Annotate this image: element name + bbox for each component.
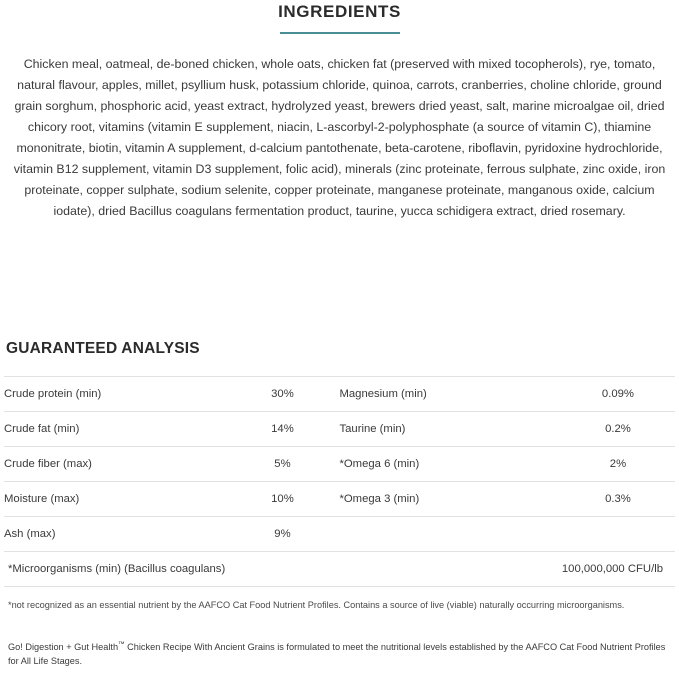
nutrient-label: Ash (max) [4,517,225,552]
nutrient-value: 0.3% [561,482,675,517]
ingredients-text: Chicken meal, oatmeal, de-boned chicken, whole oats, chicken fat (preserved with mixed tocopherols), rye, tomato, natural flavour, apples, millet, psyllium husk, potassium chloride, quinoa, carrots, cranberries, choline chloride, ground grain sorghum, phosphoric acid, yeast extract, hydrolyzed yeast, brewers dried yeast, salt, marine microalgae oil, dried chicory root, vitamins (vitamin E supplement, niacin, L-ascorbyl-2-polyphosphate (a source of vitamin C), thiamine mononitrate, biotin, vitamin A supplement, d-calcium pantothenate, beta-carotene, riboflavin, pyridoxine hydrochloride, vitamin B12 supplement, vitamin D3 supplement, folic acid), minerals (zinc proteinate, ferrous sulphate, zinc oxide, iron proteinate, copper sulphate, sodium selenite, copper proteinate, manganese proteinate, manganous oxide, calcium iodate), dried Bacillus coagulans fermentation product, taurine, yucca schidigera extract, dried rosemary. [13,57,666,218]
microorganisms-label: *Microorganisms (min) (Bacillus coagulans) [4,552,339,587]
guaranteed-analysis-table [4,376,675,586]
statement-remainder: Chicken Recipe With Ancient Grains is formulated to meet the nutritional levels established by the AAFCO Cat Food Nutrient Profiles for All Life Stages. [8,642,666,667]
nutrient-value: 30% [225,377,339,412]
nutrient-value: 0.09% [561,377,675,412]
statement-product-name: Go! Digestion + Gut Health [8,642,119,653]
table-row [4,412,675,447]
guaranteed-analysis-section [4,340,675,668]
nutrient-value: 14% [225,412,339,447]
nutrient-value: 9% [225,517,339,552]
nutrient-label: Magnesium (min) [339,377,560,412]
nutrient-label: Taurine (min) [339,412,560,447]
nutrient-label: Crude fiber (max) [4,447,225,482]
nutrient-label: Crude fat (min) [4,412,225,447]
ingredients-heading: INGREDIENTS [278,2,401,21]
nutrient-value: 10% [225,482,339,517]
table-row [4,517,675,552]
nutrient-value: 2% [561,447,675,482]
table-row [4,482,675,517]
nutrient-label: Moisture (max) [4,482,225,517]
nutrient-value: 0.2% [561,412,675,447]
nutrient-value-empty [561,517,675,552]
nutrient-label: *Omega 6 (min) [339,447,560,482]
nutrient-value: 5% [225,447,339,482]
table-row [4,447,675,482]
heading-divider [280,32,400,34]
aafco-footnote: *not recognized as an essential nutrient by the AAFCO Cat Food Nutrient Profiles. Contains a source of live (viable) naturally occurring microorganisms. [8,600,625,610]
guaranteed-analysis-heading: GUARANTEED ANALYSIS [6,340,200,357]
nutrient-label: *Omega 3 (min) [339,482,560,517]
nutrient-label-empty [339,517,560,552]
microorganisms-value: 100,000,000 CFU/lb [339,552,675,587]
nutrient-label: Crude protein (min) [4,377,225,412]
table-bottom-divider [4,586,675,587]
trademark-symbol: ™ [118,641,125,648]
table-row [4,377,675,412]
table-row-microorganisms [4,552,675,587]
aafco-statement [8,638,671,668]
